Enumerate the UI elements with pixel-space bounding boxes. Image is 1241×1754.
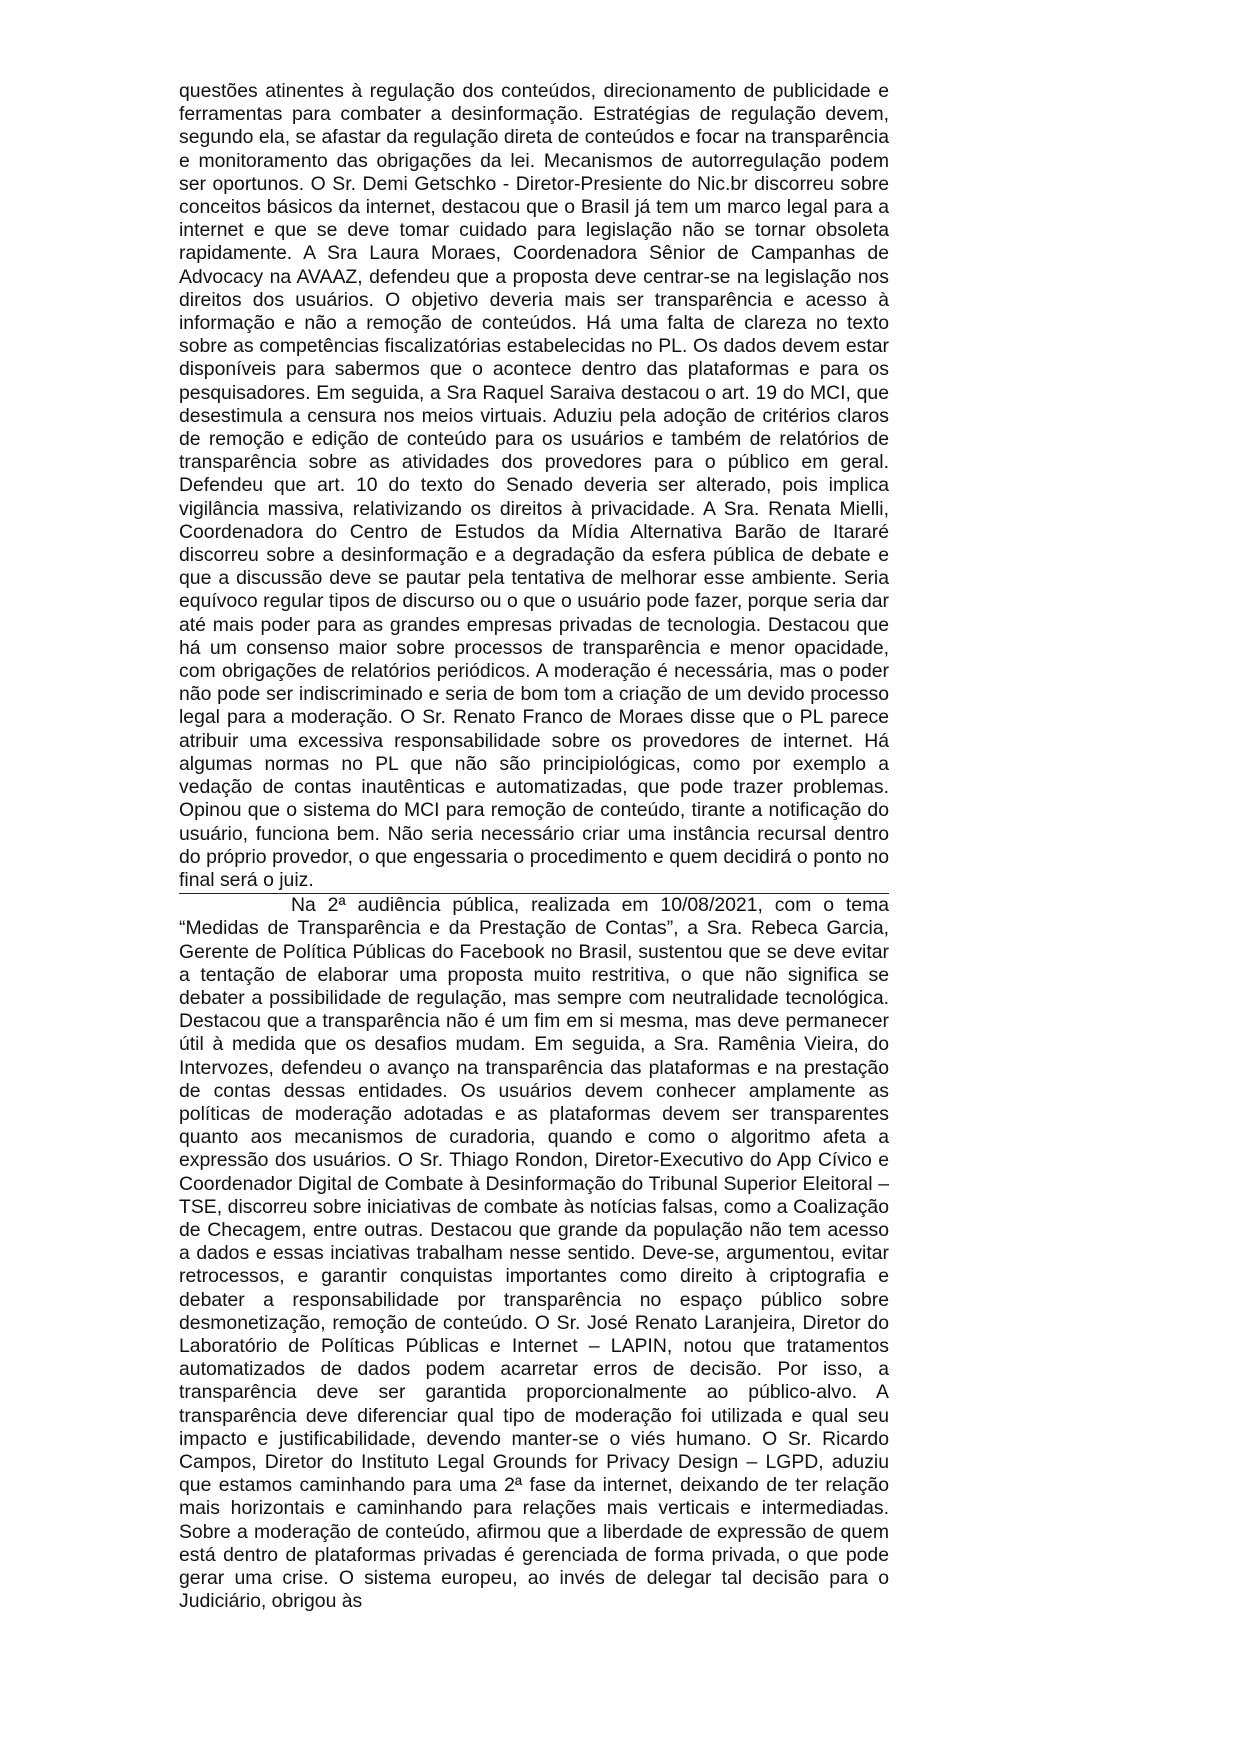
paragraph-1: questões atinentes à regulação dos conteúdos, direcionamento de publicidade e ferramentas para combater a desinformação. Estratégias de regulação devem, segundo ela, se afastar da regulação direta de conteúdos e focar na transparência e monitoramento das obrigações da lei. Mecanismos de autorregulação podem ser oportunos. O Sr. Demi Getschko - Diretor-Presiente do Nic.br discorreu sobre conceitos básicos da internet, destacou que o Brasil já tem um marco legal para a internet e que se deve tomar cuidado para legislação não se tornar obsoleta rapidamente. A Sra Laura Moraes, Coordenadora Sênior de Campanhas de Advocacy na AVAAZ, defendeu que a proposta deve centrar-se na legislação nos direitos dos usuários. O objetivo deveria mais ser transparência e acesso à informação e não a remoção de conteúdos. Há uma falta de clareza no texto sobre as competências fiscalizatórias estabelecidas no PL. Os dados devem estar disponíveis para sabermos que o acontece dentro das plataformas e para os pesquisadores. Em seguida, a Sra Raquel Saraiva destacou o art. 19 do MCI, que desestimula a censura nos meios virtuais. Aduziu pela adoção de critérios claros de remoção e edição de conteúdo para os usuários e também de relatórios de transparência sobre as atividades dos provedores para o público em geral. Defendeu que art. 10 do texto do Senado deveria ser alterado, pois implica vigilância massiva, relativizando os direitos à privacidade. A Sra. Renata Mielli, Coordenadora do Centro de Estudos da Mídia Alternativa Barão de Itararé discorreu sobre a desinformação e a degradação da esfera pública de debate e que a discussão deve se pautar pela tentativa de melhorar esse ambiente. Seria equívoco regular tipos de discurso ou o que o usuário pode fazer, porque seria dar até mais poder para as grandes empresas privadas de tecnologia. Destacou que há um consenso maior sobre processos de transparência e menor opacidade, com obrigações de relatórios periódicos. A moderação é necessária, mas o poder não pode ser indiscriminado e seria de bom tom a criação de um devido processo legal para a moderação. O Sr. Renato Franco de Moraes disse que o PL parece atribuir uma excessiva responsabilidade sobre os provedores de internet. Há algumas normas no PL que não são principiológicas, como por exemplo a vedação de contas inautênticas e automatizadas, que pode trazer problemas. Opinou que o sistema do MCI para remoção de conteúdo, tirante a notificação do usuário, funciona bem. Não seria necessário criar uma instância recursal dentro do próprio provedor, o que engessaria o procedimento e quem decidirá o ponto no final será o juiz. [179,80,889,894]
document-page [179,80,889,1613]
paragraph-2: Na 2ª audiência pública, realizada em 10/08/2021, com o tema “Medidas de Transparência e da Prestação de Contas”, a Sra. Rebeca Garcia, Gerente de Política Públicas do Facebook no Brasil, sustentou que se deve evitar a tentação de elaborar uma proposta muito restritiva, o que não significa se debater a possibilidade de regulação, mas sempre com neutralidade tecnológica. Destacou que a transparência não é um fim em si mesma, mas deve permanecer útil à medida que os desafios mudam. Em seguida, a Sra. Ramênia Vieira, do Intervozes, defendeu o avanço na transparência das plataformas e na prestação de contas dessas entidades. Os usuários devem conhecer amplamente as políticas de moderação adotadas e as plataformas devem ser transparentes quanto aos mecanismos de curadoria, quando e como o algoritmo afeta a expressão dos usuários. O Sr. Thiago Rondon, Diretor-Executivo do App Cívico e Coordenador Digital de Combate à Desinformação do Tribunal Superior Eleitoral – TSE, discorreu sobre iniciativas de combate às notícias falsas, como a Coalização de Checagem, entre outras. Destacou que grande da população não tem acesso a dados e essas inciativas trabalham nesse sentido. Deve-se, argumentou, evitar retrocessos, e garantir conquistas importantes como direito à criptografia e debater a responsabilidade por transparência no espaço público sobre desmonetização, remoção de conteúdo. O Sr. José Renato Laranjeira, Diretor do Laboratório de Políticas Públicas e Internet – LAPIN, notou que tratamentos automatizados de dados podem acarretar erros de decisão. Por isso, a transparência deve ser garantida proporcionalmente ao público-alvo. A transparência deve diferenciar qual tipo de moderação foi utilizada e qual seu impacto e justificabilidade, devendo manter-se o viés humano. O Sr. Ricardo Campos, Diretor do Instituto Legal Grounds for Privacy Design – LGPD, aduziu que estamos caminhando para uma 2ª fase da internet, deixando de ter relação mais horizontais e caminhando para relações mais verticais e intermediadas. Sobre a moderação de conteúdo, afirmou que a liberdade de expressão de quem está dentro de plataformas privadas é gerenciada de forma privada, o que pode gerar uma crise. O sistema europeu, ao invés de delegar tal decisão para o Judiciário, obrigou às [179,894,889,1613]
